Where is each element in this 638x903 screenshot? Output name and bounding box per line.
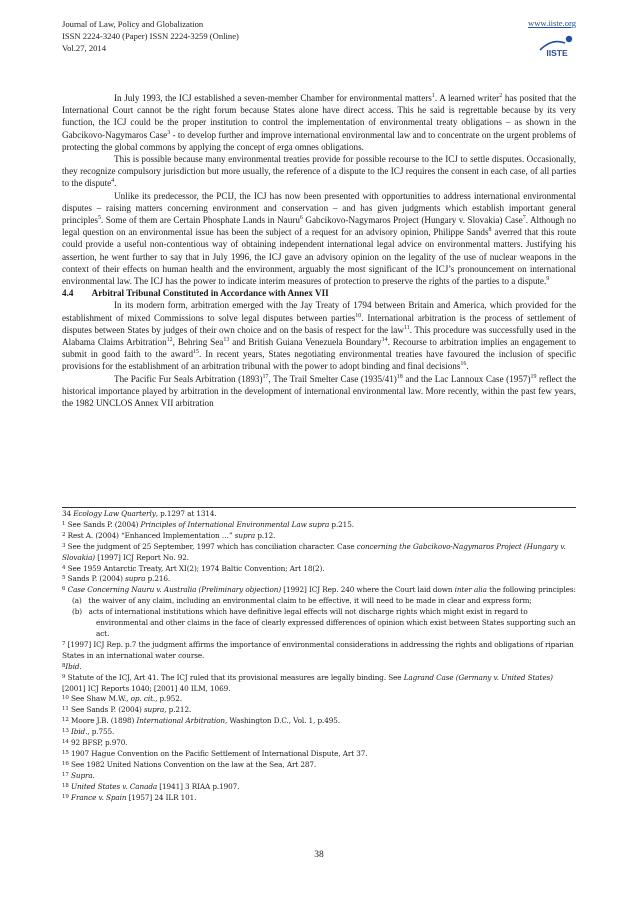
footnote-subitem: (b) acts of international institutions which have definitive legal effects will not discharge rights which might exist in regard to environmental and other claims in the face of clearly expressed differences of opinion which exist between States supporting such an act. (72, 607, 576, 638)
footnote: $^5$ Sands P. (2004) supra p.216. (62, 574, 171, 584)
journal-issn: ISSN 2224-3240 (Paper) ISSN 2224-3259 (Online) (62, 31, 239, 41)
journal-title: Journal of Law, Policy and Globalization (62, 19, 204, 29)
journal-volume: Vol.27, 2014 (62, 43, 107, 53)
journal-header (62, 18, 239, 54)
footnote: $^{18}$ United States v. Canada [1941] 3 RIAA p.1907. (62, 781, 240, 791)
footnote-subitem: (a) the waiver of any claim, including an environmental claim to be effective, it will need to be made in clear and express form; (72, 596, 532, 606)
footnote: $^7$ [1997] ICJ Rep. p.7 the judgment affirms the importance of environmental considerations in addressing the rights and obligations of riparian States in an international water course. (62, 639, 574, 660)
footnote: $^{11}$ See Sands P. (2004) supra, p.212. (62, 705, 192, 715)
footnote: $^{12}$ Moore J.B. (1898) International Arbitration, Washington D.C., Vol. 1, p.495. (62, 716, 340, 726)
footnote: $^{10}$ See Shaw M.W., op. cit., p.952. (62, 694, 182, 704)
iiste-logo-dot (566, 36, 572, 42)
footnote: $^{13}$ Ibid., p.755. (62, 727, 115, 737)
footnote: $^{14}$ 92 BFSP, p.970. (62, 738, 128, 748)
body-paragraph: In July 1993, the ICJ established a seven-member Chamber for environmental matters$^1$. A learned writer$^2$ has posited that the International Court cannot be the right forum because States alone have direct access. This he said is regrettable because by its very function, the ICJ could be the proper institution to control the implementation of environmental treaty obligations – as shown in the Gabcikovo-Nagymaros Case$^3$ - to develop further and improve international environmental law and to concentrate on the urgent problems of protecting the global commons by applying the concept of erga omnes obligations. (62, 93, 577, 152)
footnote: $^2$ Rest A. (2004) “Enhanced Implementation …” supra p.12. (62, 530, 276, 540)
iiste-logo (538, 34, 576, 58)
footnote: $^{17}$ Supra. (62, 770, 95, 780)
iiste-logo-text: IISTE (546, 48, 568, 58)
journal-url-link[interactable]: www.iiste.org (528, 18, 576, 28)
page-number: 38 (314, 850, 324, 860)
body-paragraph: Unlike its predecessor, the PCIJ, the ICJ has now been presented with opportunities to address international environmental disputes – raising matters concerning environment and conservation – and has given judgments which establish important general principles$^5$. Some of them are Certain Phosphate Lands in Nauru$^6$ Gabcikovo-Nagymaros Project (Hungary v. Slovakia) Case$^7$. Although no legal question on an environmental issue has been the subject of a request for an advisory opinion, Philippe Sands$^8$ averred that this route could provide a useful non-contentious way of obtaining independent international legal advice on environmental matters. Justifying his assertion, he went further to say that in July 1996, the ICJ gave an advisory opinion on the legality of the use of nuclear weapons in the context of their effects on human health and the environment, arguably the most significant of the ICJ’s pronouncement on international environmental law. The ICJ has the power to indicate interim measures of protection to preserve the rights of the parties to a dispute.$^9$ (62, 190, 577, 287)
footnote-divider (62, 507, 576, 508)
footnote: $^{15}$ 1907 Hague Convention on the Pacific Settlement of International Dispute, Art 37. (62, 748, 368, 758)
footnote: $^6$ Case Concerning Nauru v. Australia (Preliminary objection) [1992] ICJ Rep. 240 where the Court laid down inter alia the following principles: (62, 585, 576, 595)
body-paragraph: The Pacific Fur Seals Arbitration $(1893)^{17}$, The Trail Smelter Case $(1935/41)^{18}$ and the Lac Lannoux Case $(1957)^{19}$ reflect the historical importance played by arbitration in the development of international environmental law. More recently, within the past few years, the 1982 UNCLOS Annex VII arbitration (62, 373, 576, 409)
body-paragraph: This is possible because many environmental treaties provide for possible recourse to the ICJ to settle disputes. Occasionally, they recognize compulsory jurisdiction but more usually, the reference of a dispute to the ICJ requires the consent in each case, of all parties to the dispute$^4$. (62, 154, 576, 189)
article-body (62, 92, 576, 409)
footnote: $^{16}$ See 1982 United Nations Convention on the law at the Sea, Art 287. (62, 759, 317, 769)
footnote: $^3$ See the judgment of 25 September, 1997 which has conciliation character. Case concerning the Gabcikovo-Nagymaros Project (Hungary v. Slovakia) [1997] ICJ Report No. 92. (62, 541, 566, 562)
body-paragraph: In its modern form, arbitration emerged with the Jay Treaty of 1794 between Britain and America, which provided for the establishment of mixed Commissions to solve legal disputes between parties$^{10}$. International arbitration is the process of settlement of disputes between States by judges of their own choice and on the basis of respect for the law$^{11}$. This procedure was successfully used in the Alabama Claims Arbitration$^{12}$, Behring Sea$^{13}$ and British Guiana Venezuela Boundary$^{14}$. Recourse to arbitration implies an engagement to submit in good faith to the award$^{15}$. In recent years, States negotiating environmental treaties have favoured the inclusion of specific provisions for the establishment of an arbitration tribunal with the power to adopt binding and final decisions$^{16}$. (62, 300, 576, 372)
footnote: 34 Ecology Law Quarterly, p.1297 at 1314. (62, 509, 217, 518)
footnote: $^{19}$ France v. Spain [1957] 24 ILR 101. (62, 792, 197, 802)
footnote: $^9$ Statute of the ICJ, Art 41. The ICJ ruled that its provisional measures are legally binding. See Lagrand Case (Germany v. United States) [2001] ICJ Reports 1040; [2001] 40 ILM, 1069. (62, 672, 553, 693)
footnote: $^4$ See 1959 Antarctic Treaty, Art XI(2); 1974 Baltic Convention; Art 18(2). (62, 563, 325, 573)
section-heading: 4.4 Arbitral Tribunal Constituted in Accordance with Annex VII (62, 288, 329, 299)
footnote: $^8$Ibid. (62, 661, 82, 671)
footnotes (62, 509, 576, 803)
footnote: $^1$ See Sands P. (2004) Principles of International Environmental Law supra p.215. (62, 519, 354, 529)
